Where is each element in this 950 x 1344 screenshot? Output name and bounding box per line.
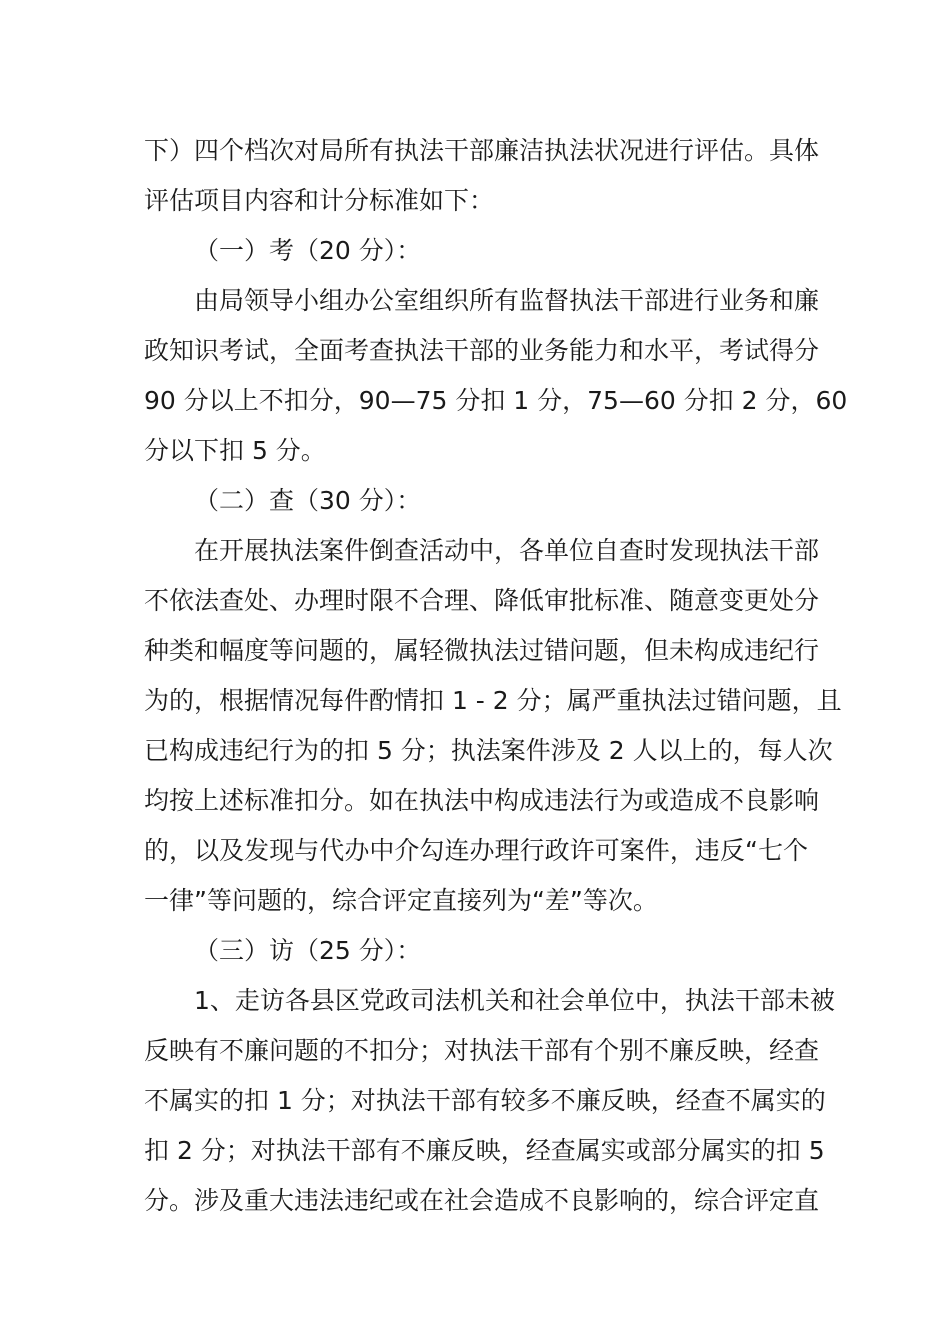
body-text-line: 分。涉及重大违法违纪或在社会造成不良影响的，综合评定直	[144, 1186, 820, 1215]
body-text-line: 下）四个档次对局所有执法干部廉洁执法状况进行评估。具体	[144, 136, 820, 165]
paragraph-first-line: 1、走访各县区党政司法机关和社会单位中，执法干部未被	[194, 986, 835, 1015]
body-text-line: 90 分以上不扣分，90—75 分扣 1 分，75—60 分扣 2 分，60	[144, 386, 848, 415]
body-text-line: 反映有不廉问题的不扣分；对执法干部有个别不廉反映，经查	[144, 1036, 820, 1065]
section-heading-fang: （三）访（25 分）：	[194, 936, 422, 965]
body-text-line: 均按上述标准扣分。如在执法中构成违法行为或造成不良影响	[144, 786, 820, 815]
body-text-line: 分以下扣 5 分。	[144, 436, 326, 465]
body-text-line: 评估项目内容和计分标准如下：	[144, 186, 495, 215]
body-text-line: 的，以及发现与代办中介勾连办理行政许可案件，违反“七个	[144, 836, 808, 865]
body-text-line: 一律”等问题的，综合评定直接列为“差”等次。	[144, 886, 658, 915]
body-text-line: 为的，根据情况每件酌情扣 1 - 2 分；属严重执法过错问题，且	[144, 686, 842, 715]
body-text-line: 已构成违纪行为的扣 5 分；执法案件涉及 2 人以上的，每人次	[144, 736, 833, 765]
body-text-line: 不依法查处、办理时限不合理、降低审批标准、随意变更处分	[144, 586, 820, 615]
section-heading-cha: （二）查（30 分）：	[194, 486, 422, 515]
section-heading-kao: （一）考（20 分）：	[194, 236, 422, 265]
body-text-line: 不属实的扣 1 分；对执法干部有较多不廉反映，经查不属实的	[144, 1086, 826, 1115]
paragraph-first-line: 在开展执法案件倒查活动中，各单位自查时发现执法干部	[194, 536, 820, 565]
body-text-line: 扣 2 分；对执法干部有不廉反映，经查属实或部分属实的扣 5	[144, 1136, 825, 1165]
body-text-line: 种类和幅度等问题的，属轻微执法过错问题，但未构成违纪行	[144, 636, 820, 665]
body-text-line: 政知识考试，全面考查执法干部的业务能力和水平，考试得分	[144, 336, 820, 365]
paragraph-first-line: 由局领导小组办公室组织所有监督执法干部进行业务和廉	[194, 286, 820, 315]
